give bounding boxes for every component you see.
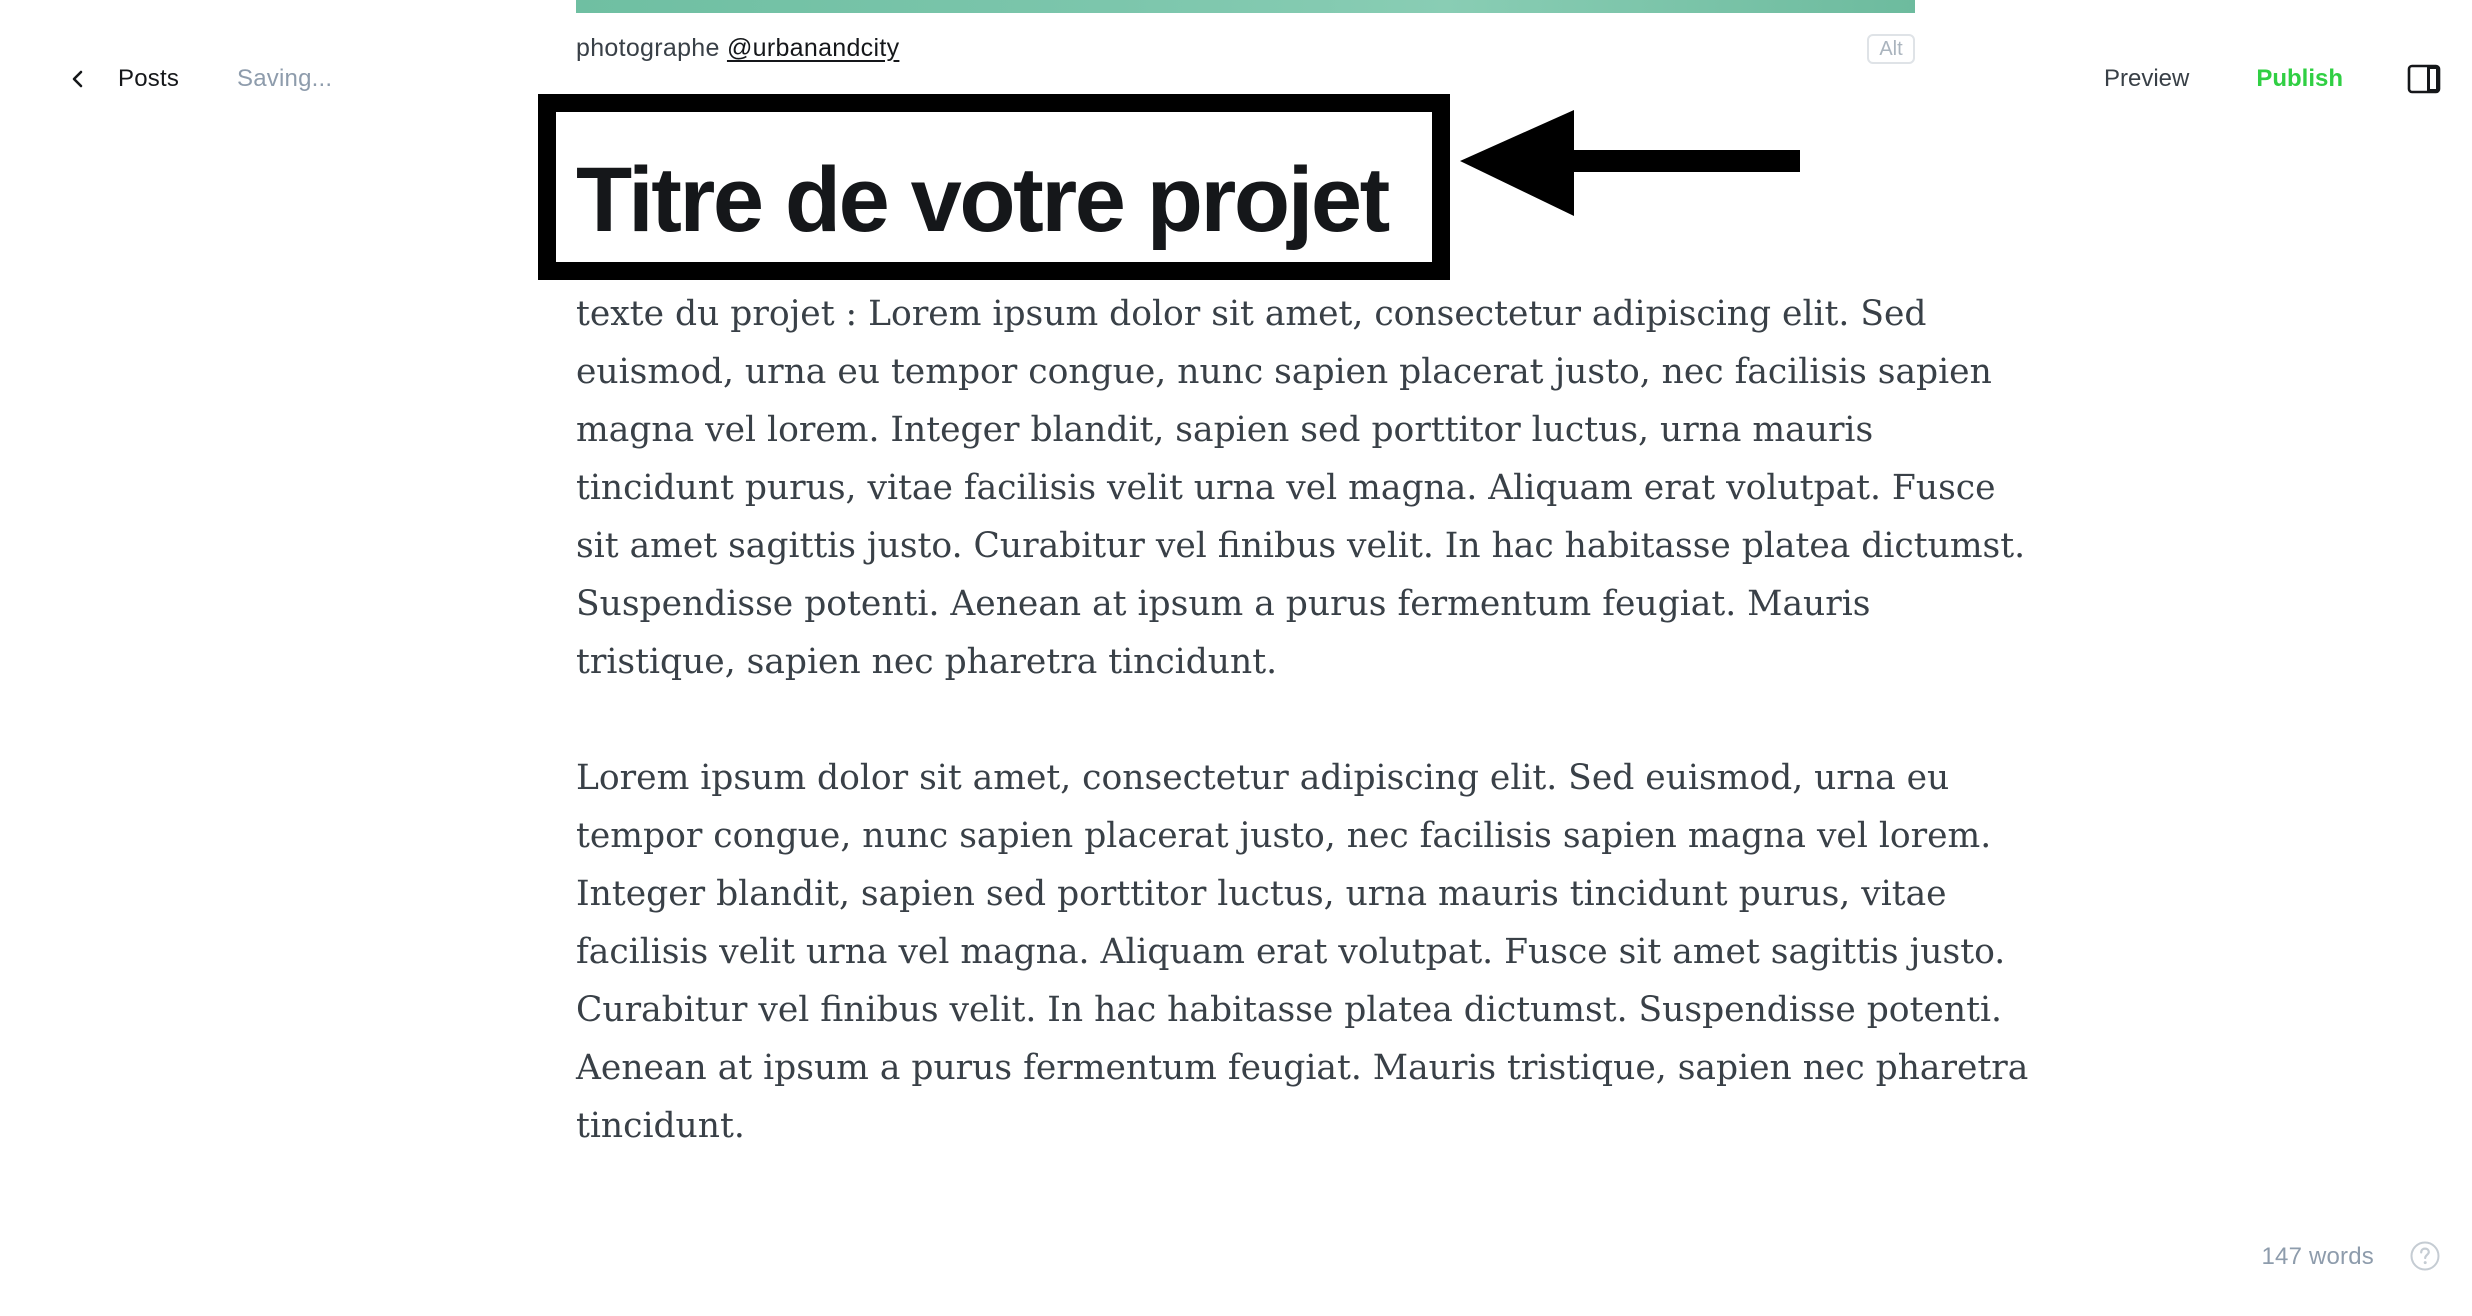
post-title[interactable]: Titre de votre projet xyxy=(576,149,1388,251)
feature-image[interactable] xyxy=(576,0,1915,13)
body-line: tincidunt purus, vitae facilisis velit urna vel magna. Aliquam erat volutpat. Fusce xyxy=(576,468,1996,508)
post-body-editor[interactable] xyxy=(576,285,2029,1155)
save-status: Saving... xyxy=(237,65,333,92)
back-label: Posts xyxy=(118,65,180,92)
body-paragraph-2 xyxy=(576,749,2029,1155)
body-line: facilisis velit urna vel magna. Aliquam erat volutpat. Fusce sit amet sagittis justo. xyxy=(576,932,2006,972)
body-line: magna vel lorem. Integer blandit, sapien sed porttitor luctus, urna mauris xyxy=(576,410,1874,450)
body-line: sit amet sagittis justo. Curabitur vel finibus velit. In hac habitasse platea dictumst. xyxy=(576,526,2026,566)
help-circle-icon[interactable] xyxy=(2409,1240,2441,1272)
body-line: texte du projet : Lorem ipsum dolor sit amet, consectetur adipiscing elit. Sed xyxy=(576,294,1927,334)
editor-topbar-right xyxy=(2104,56,2472,102)
body-line: tempor congue, nunc sapien placerat justo, nec facilisis sapien magna vel lorem. xyxy=(576,816,1992,856)
publish-button[interactable]: Publish xyxy=(2256,65,2343,92)
alt-text-button[interactable]: Alt xyxy=(1867,34,1915,64)
body-line: Suspendisse potenti. Aenean at ipsum a purus fermentum feugiat. Mauris xyxy=(576,584,1871,624)
caption-prefix: photographe xyxy=(576,34,727,62)
preview-button[interactable]: Preview xyxy=(2103,65,2190,92)
body-line: Lorem ipsum dolor sit amet, consectetur adipiscing elit. Sed euismod, urna eu xyxy=(576,758,1950,798)
body-line: tincidunt. xyxy=(576,1106,745,1146)
editor-topbar-left xyxy=(66,58,332,100)
body-line: Curabitur vel finibus velit. In hac habitasse platea dictumst. Suspendisse potenti. xyxy=(576,990,2002,1030)
caption-link[interactable]: @urbanandcity xyxy=(726,34,900,62)
back-to-posts-link[interactable] xyxy=(66,65,179,93)
body-line: euismod, urna eu tempor congue, nunc sapien placerat justo, nec facilisis sapien xyxy=(576,352,1992,392)
body-line: Integer blandit, sapien sed porttitor luctus, urna mauris tincidunt purus, vitae xyxy=(576,874,1947,914)
arrow-left-icon xyxy=(1448,104,1808,224)
chevron-left-icon xyxy=(66,67,90,91)
body-line: tristique, sapien nec pharetra tincidunt. xyxy=(576,642,1278,682)
feature-image-caption-row xyxy=(576,30,1915,70)
feature-image-caption[interactable] xyxy=(576,34,899,63)
body-line: Aenean at ipsum a purus fermentum feugiat. Mauris tristique, sapien nec pharetra xyxy=(576,1048,2029,1088)
word-count: 147 words xyxy=(2261,1243,2374,1270)
sidebar-toggle-icon[interactable] xyxy=(2407,63,2441,95)
body-paragraph-1 xyxy=(576,285,2026,691)
